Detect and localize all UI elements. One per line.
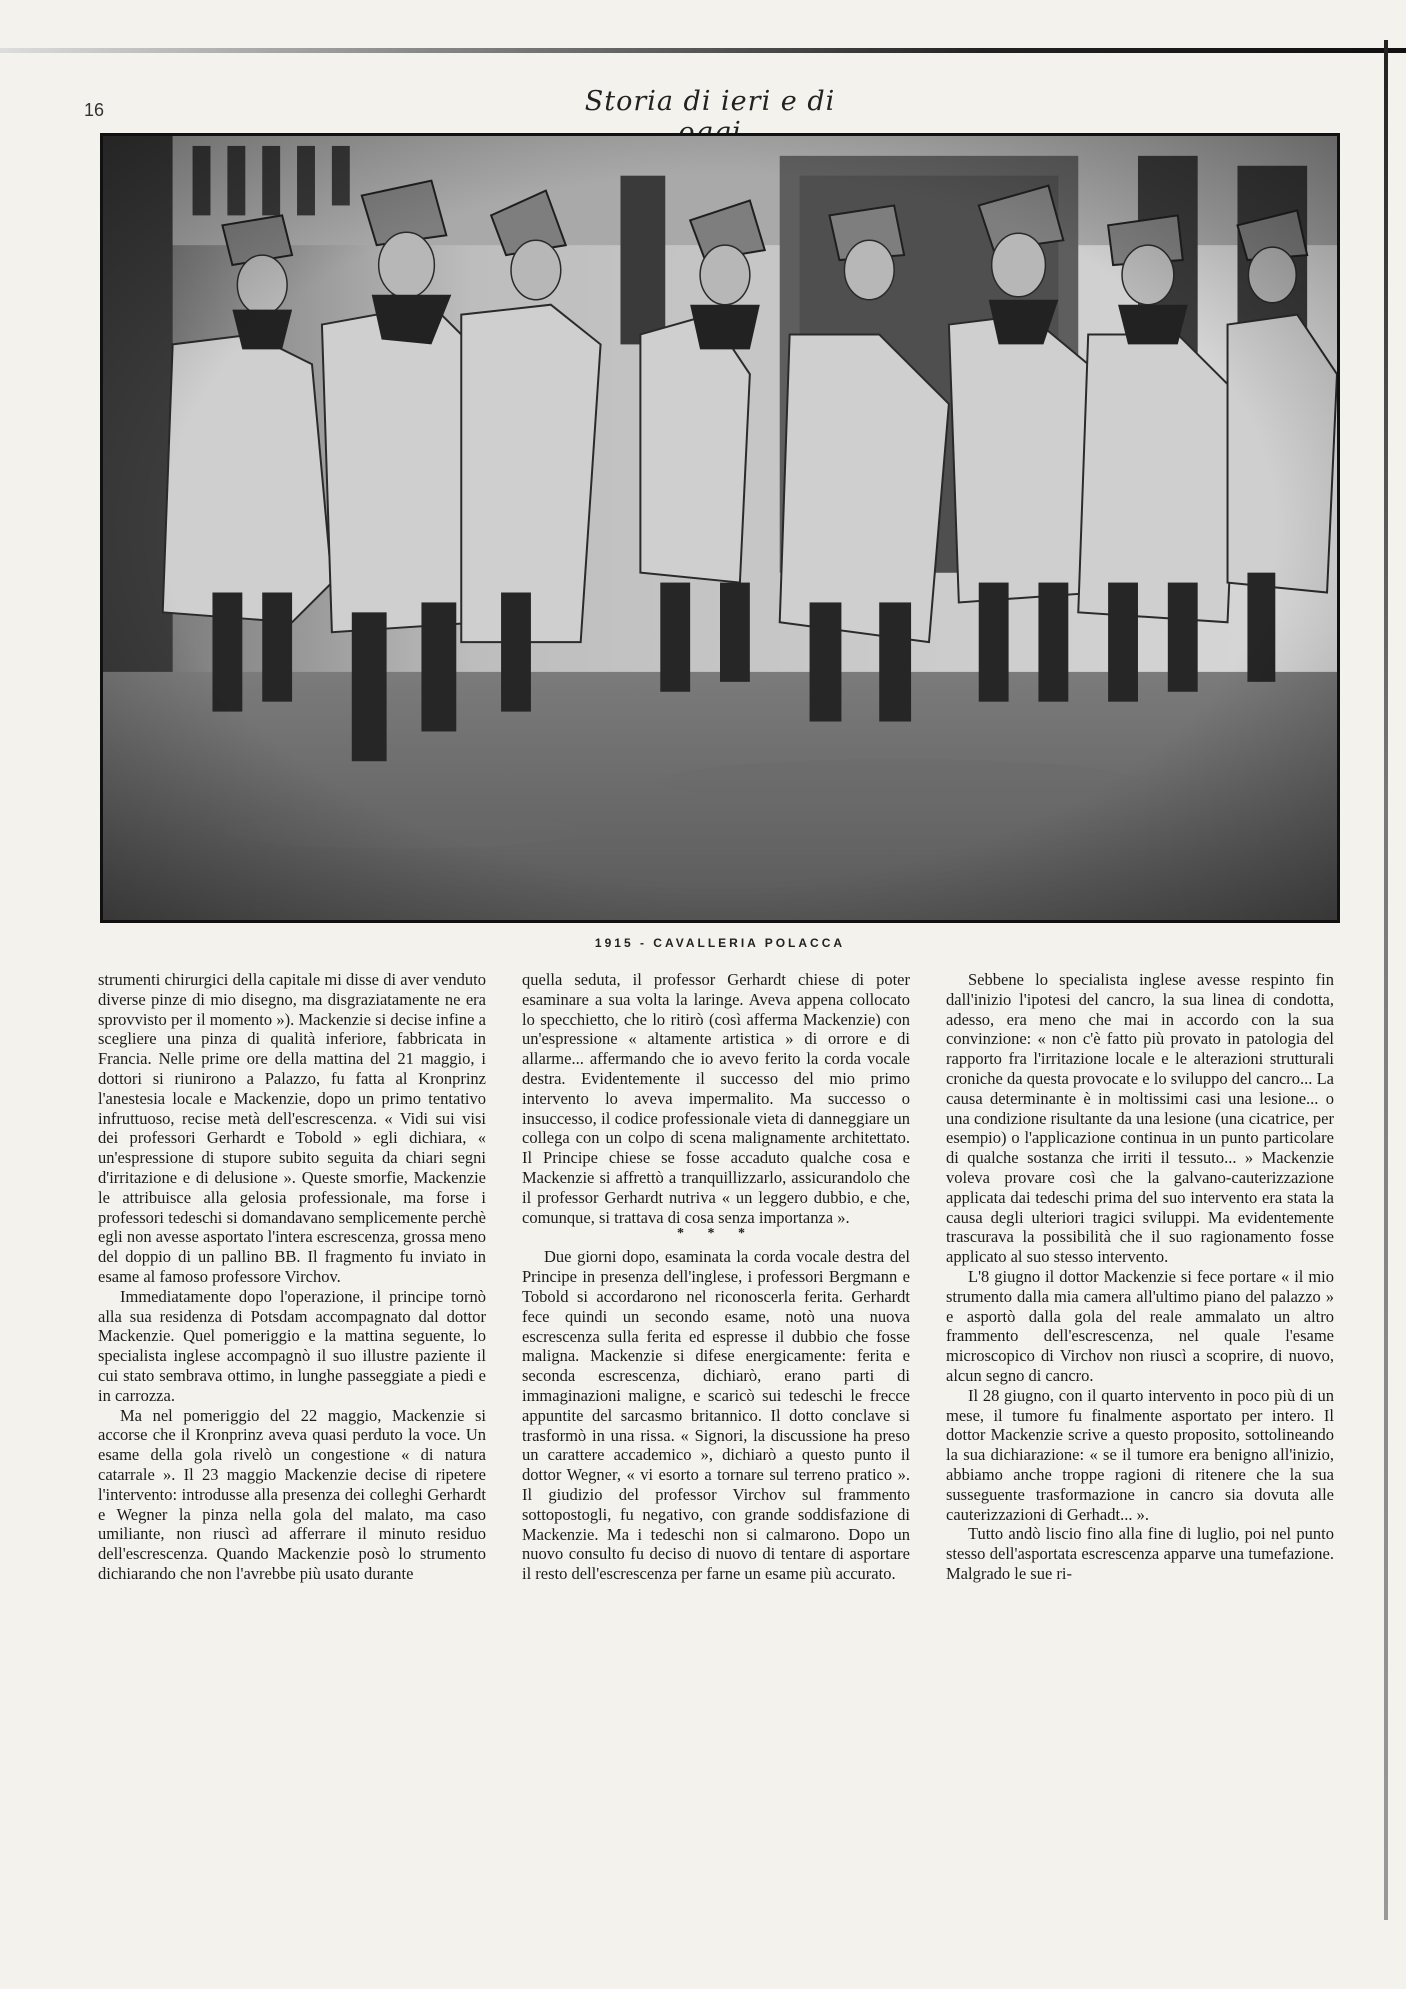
page-edge <box>1384 40 1388 1920</box>
paragraph: Ma nel pomeriggio del 22 maggio, Mackenzie si accorse che il Kronprinz aveva quasi perduto la voce. Un esame della gola rivelò un congestione « di natura catarrale ». Il 23 maggio Mackenzie decise di ripetere l'intervento: introdusse alla presenza dei colleghi Gerhardt e Wegner la pinza nella gola del malato, ma caso umiliante, non riuscì ad afferrare il minuto residuo dell'escrescenza. Quando Mackenzie posò lo strumento dichiarando che non l'avrebbe più usato durante <box>98 1405 486 1583</box>
page-number: 16 <box>84 100 105 120</box>
paragraph: L'8 giugno il dottor Mackenzie si fece portare « il mio strumento dalla mia camera all'ultimo piano del palazzo » e asportò dalla gola del reale ammalato un altro frammento dell'escrescenza, nel quale l'esame microscopico di Virchov non riuscì a scoprire, di nuovo, alcun segno di cancro. <box>946 1266 1334 1385</box>
paragraph: quella seduta, il professor Gerhardt chiese di poter esaminare a sua volta la laringe. Aveva appena collocato lo specchietto, che lo ritirò (così afferma Mackenzie) con un'espressione « altamente artistica » di orrore e di allarme... affermando che io avevo ferito la corda vocale destra. Evidentemente il successo del mio primo intervento lo aveva impermalito. Ma successo o insuccesso, il codice professionale vieta di danneggiare un collega con un colpo di scena malignamente architettato. Il Principe chiese se fosse accaduto qualche cosa e Mackenzie si affrettò a tranquillizzarlo, assicurandolo che il professor Gerhardt nutriva « un leggero dubbio, e che, comunque, si trattava di cosa senza importanza ». <box>522 970 910 1227</box>
photograph-polish-cavalry <box>100 133 1340 923</box>
paragraph: Due giorni dopo, esaminata la corda vocale destra del Principe in presenza dell'inglese, i professori Bergmann e Tobold si accordarono nel riconoscerla ferita. Gerhardt fece quindi un secondo esame, notò una nuova escrescenza sulla ferita ed espresse il dubbio che fosse maligna. Mackenzie si difese energicamente: ferita e seconda escrescenza, dichiarò, erano parti di immaginazioni maligne, e scaricò sui tedeschi le frecce appuntite del sarcasmo britannico. Il dotto conclave si trasformò in una rissa. « Signori, la discussione ha preso un carattere accademico », dichiarò a questo punto il dottor Wegner, « vi esorto a tornare sul terreno pratico ». Il giudizio del professor Virchov sul frammento sottopostogli, fu negativo, con grande soddisfazione di Mackenzie. Ma i tedeschi non si calmarono. Dopo un nuovo consulto fu deciso di nuovo di tentare di asportare il resto dell'escrescenza per farne un esame più accurato. <box>522 1247 910 1584</box>
paragraph: Immediatamente dopo l'operazione, il principe tornò alla sua residenza di Potsdam accompagnato dal dottor Mackenzie. Quel pomeriggio e la mattina seguente, lo specialista inglese accompagnò il suo illustre paziente il cui stato sembrava ottimo, in lunghe passeggiate a piedi e in carrozza. <box>98 1286 486 1405</box>
text-column-3 <box>946 970 1334 1584</box>
paragraph: Tutto andò liscio fino alla fine di luglio, poi nel punto stesso dell'asportata escrescenza apparve una tumefazione. Malgrado le sue ri- <box>946 1524 1334 1583</box>
text-column-2 <box>522 970 910 1584</box>
paragraph: strumenti chirurgici della capitale mi disse di aver venduto diverse pinze di mio disegno, ma disgraziatamente ne era sprovvisto per il momento »). Mackenzie si decise infine a scegliere una pinza di qualità inferiore, fabbricata in Francia. Nelle prime ore della mattina del 21 maggio, i dottori si riunirono a Palazzo, fu fatta al Kronprinz l'anestesia locale e Mackenzie, dopo un primo tentativo infruttuoso, recise metà dell'escrescenza. « Vidi sui visi dei professori Gerhardt e Tobold » egli dichiara, « un'espressione di stupore subito seguita da chiari segni d'irritazione e di delusione ». Queste smorfie, Mackenzie le attribuisce alla gelosia professionale, ma forse i professori tedeschi si domandavano semplicemente perchè egli non avesse asportato l'intera escrescenza, grossa meno del doppio di un pallino BB. Il fragmento fu inviato in esame al famoso professore Virchov. <box>98 970 486 1286</box>
photo-illustration <box>103 136 1337 920</box>
section-separator: * * * <box>677 1226 755 1242</box>
paragraph: Sebbene lo specialista inglese avesse respinto fin dall'inizio l'ipotesi del cancro, la sua linea di condotta, adesso, era meno che mai in accordo con la sua convinzione: « non c'è fatto più provato in patologia del rapporto fra l'irritazione locale e le alterazioni strutturali croniche da questa provocate e lo sviluppo del cancro... La causa determinante è in moltissimi casi una lesione... o una condizione risultante da una lesione (una cicatrice, per esempio) o l'applicazione continua in un punto particolare di qualche sostanza che irriti il tessuto... » Mackenzie voleva provare così che la galvano-cauterizzazione applicata dai tedeschi prima del suo intervento era stata la causa degli ulteriori tragici sviluppi. Ma evidentemente trascurava la possibilità che il suo ragionamento fosse applicato al suo stesso intervento. <box>946 970 1334 1267</box>
photo-caption: 1915 - CAVALLERIA POLACCA <box>594 936 846 950</box>
paragraph: Il 28 giugno, con il quarto intervento in poco più di un mese, il tumore fu finalmente asportato per intero. Il dottor Mackenzie scrive a questo proposito, sottolineando la sua dichiarazione: « se il tumore era benigno all'inizio, abbiamo anche troppe ragioni di ritenere che la sua susseguente trasformazione in cancro sia dovuta alle cauterizzazioni di Gerhadt... ». <box>946 1385 1334 1524</box>
text-column-1 <box>98 970 486 1584</box>
running-title: Storia di ieri e di <box>584 86 836 117</box>
top-rule <box>0 48 1406 53</box>
